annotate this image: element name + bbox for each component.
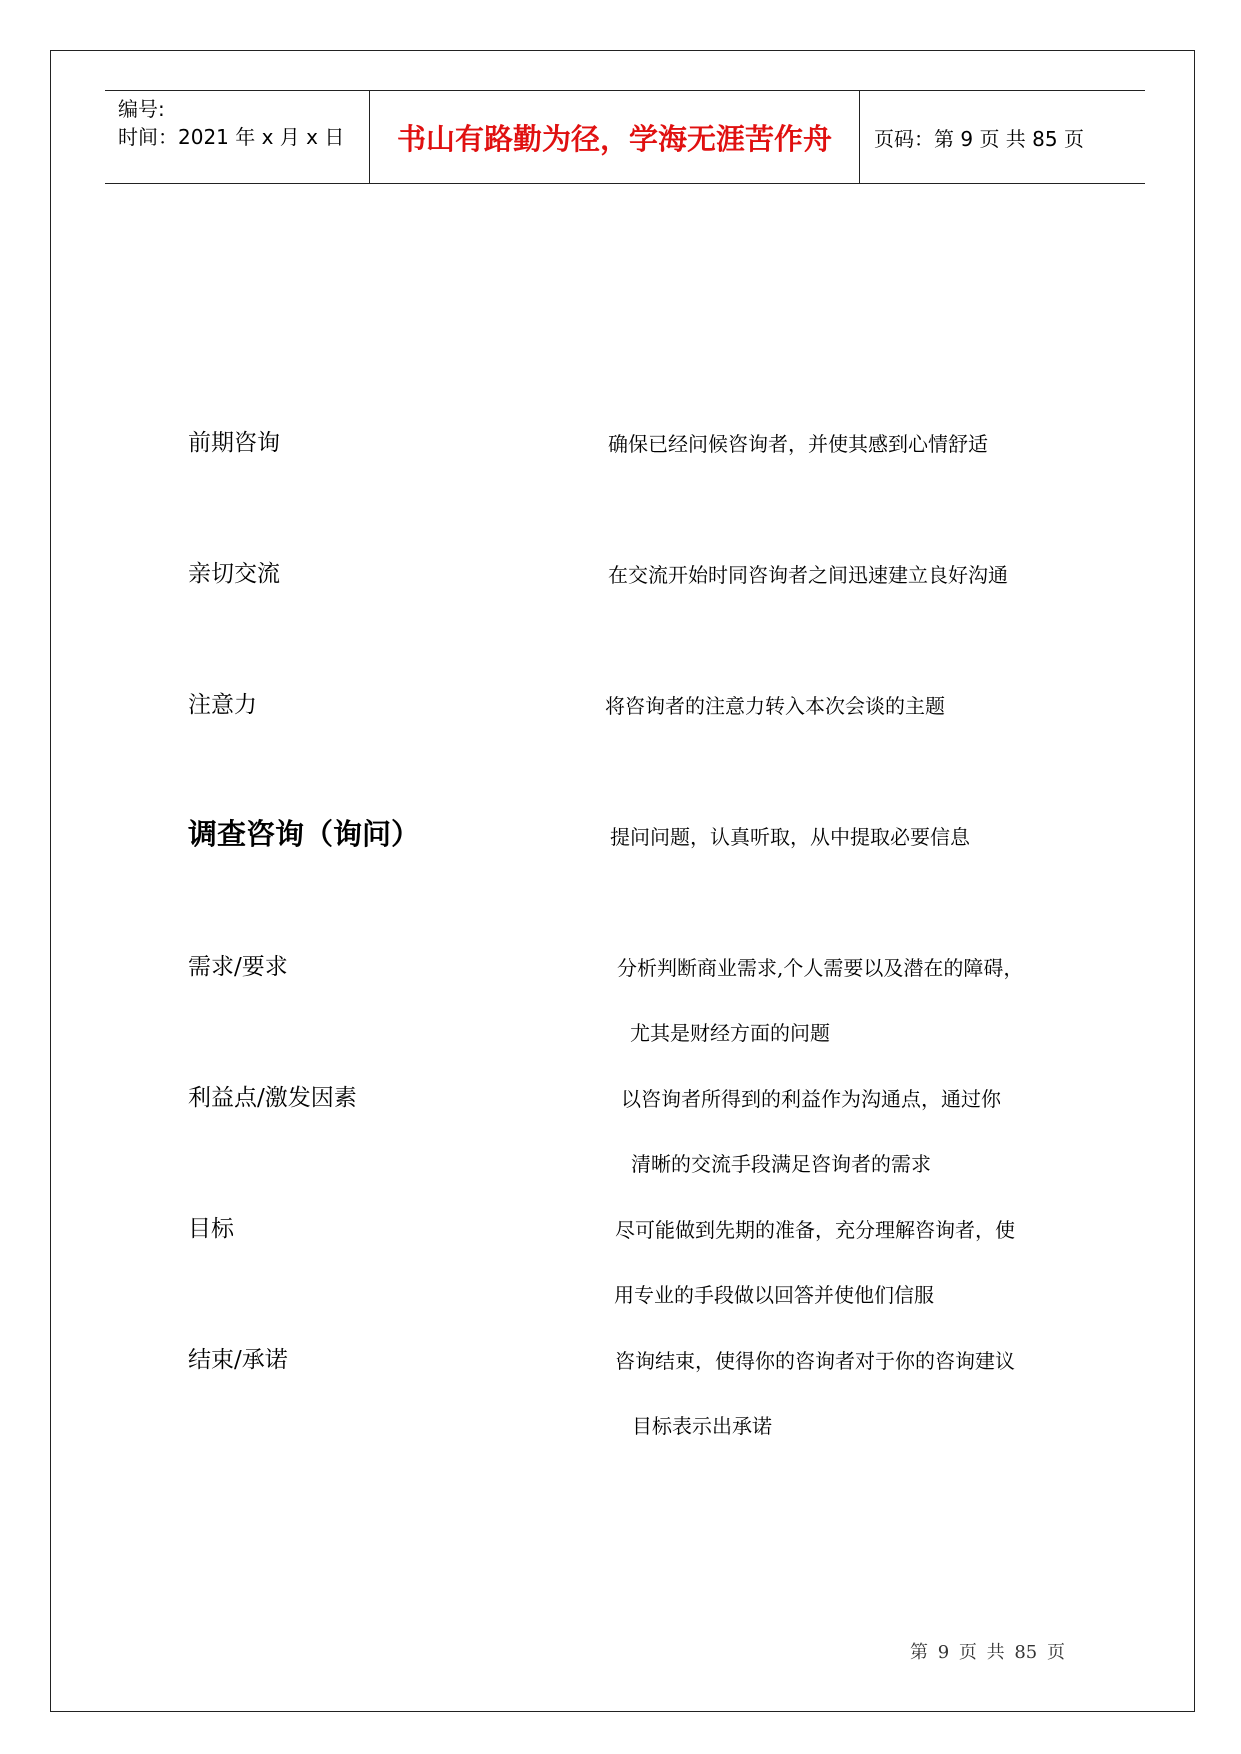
header-meta — [105, 91, 370, 183]
desc-closing-line2: 目标表示出承诺 — [632, 1414, 772, 1438]
desc-benefits-line2: 清晰的交流手段满足咨询者的需求 — [631, 1152, 931, 1176]
desc-goal-line1: 尽可能做到先期的准备，充分理解咨询者，使 — [615, 1218, 1015, 1242]
page-label: 页码：第 9 页 共 85 页 — [874, 126, 1084, 151]
desc-benefits-line1: 以咨询者所得到的利益作为沟通点，通过你 — [621, 1087, 1001, 1111]
desc-preliminary: 确保已经问候咨询者，并使其感到心情舒适 — [608, 432, 988, 456]
desc-needs-line2: 尤其是财经方面的问题 — [630, 1021, 830, 1045]
term-needs: 需求/要求 — [188, 954, 288, 980]
term-attention: 注意力 — [188, 692, 257, 718]
page-footer: 第 9 页 共 85 页 — [910, 1642, 1065, 1663]
term-rapport: 亲切交流 — [188, 561, 280, 587]
desc-closing-line1: 咨询结束，使得你的咨询者对于你的咨询建议 — [615, 1349, 1015, 1373]
term-closing: 结束/承诺 — [188, 1347, 288, 1373]
desc-rapport: 在交流开始时同咨询者之间迅速建立良好沟通 — [608, 563, 1008, 587]
desc-needs-line1: 分析判断商业需求,个人需要以及潜在的障碍， — [617, 956, 1024, 980]
header-page-cell — [860, 91, 1145, 183]
term-investigation: 调查咨询（询问） — [188, 817, 421, 851]
term-benefits: 利益点/激发因素 — [188, 1085, 357, 1111]
time-label: 时间：2021 年 x 月 x 日 — [118, 125, 345, 149]
desc-goal-line2: 用专业的手段做以回答并使他们信服 — [614, 1283, 934, 1307]
term-goal: 目标 — [188, 1216, 234, 1242]
page-border — [50, 50, 1195, 1712]
term-preliminary: 前期咨询 — [188, 430, 280, 456]
desc-investigation: 提问问题，认真听取，从中提取必要信息 — [610, 825, 970, 849]
page-header — [105, 90, 1145, 184]
serial-label: 编号: — [118, 97, 165, 121]
motto: 书山有路勤为径，学海无涯苦作舟 — [396, 121, 832, 156]
header-motto-cell — [370, 91, 860, 183]
desc-attention: 将咨询者的注意力转入本次会谈的主题 — [605, 694, 945, 718]
